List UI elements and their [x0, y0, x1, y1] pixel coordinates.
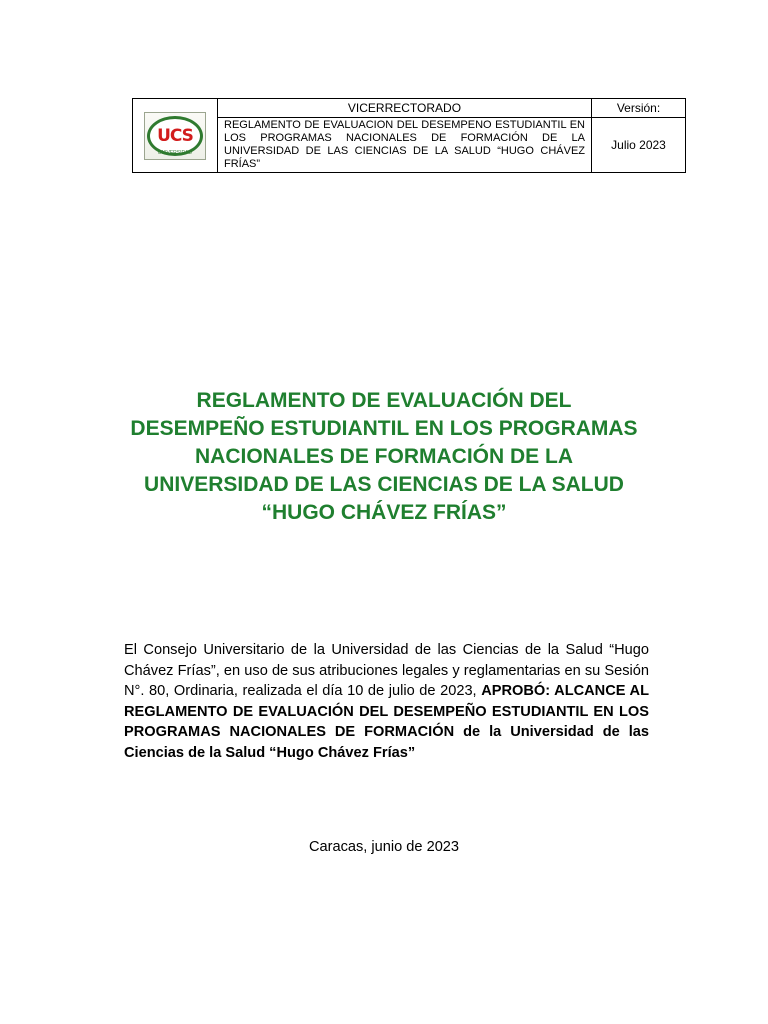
place-date: Caracas, junio de 2023: [308, 839, 460, 855]
main-title-line: REGLAMENTO DE EVALUACIÓN DEL: [196, 389, 572, 412]
main-title: [70, 387, 698, 527]
logo-subtitle: UNIVERSIDAD: [157, 149, 193, 156]
main-title-line: “HUGO CHÁVEZ FRÍAS”: [261, 501, 507, 524]
version-label-cell: Versión:: [592, 99, 686, 118]
main-title-line: UNIVERSIDAD DE LAS CIENCIAS DE LA SALUD: [144, 473, 624, 496]
main-title-line: DESEMPEÑO ESTUDIANTIL EN LOS PROGRAMAS: [130, 417, 638, 440]
department-cell: VICERRECTORADO: [218, 99, 592, 118]
logo-text: UCS: [157, 125, 193, 146]
document-header-table: [132, 98, 686, 173]
approval-paragraph: [124, 640, 649, 763]
approval-bold-text: APROBÓ: ALCANCE AL REGLAMENTO DE EVALUACIÓN DEL DESEMPEÑO ESTUDIANTIL EN LOS PROGRAMAS NACIONALES DE FORMACIÓN de la Universidad de las Ciencias de la Salud “Hugo Chávez Frías”: [124, 683, 649, 761]
logo-cell: [133, 99, 218, 173]
document-title-cell: REGLAMENTO DE EVALUACION DEL DESEMPENO ESTUDIANTIL EN LOS PROGRAMAS NACIONALES DE FORMACIÓN DE LA UNIVERSIDAD DE LAS CIENCIAS DE LA SALUD “HUGO CHÁVEZ FRÍAS”: [218, 118, 592, 173]
version-value-cell: Julio 2023: [592, 118, 686, 173]
approval-intro-text: El Consejo Universitario de la Universidad de las Ciencias de la Salud “Hugo Chávez Frías”, en uso de sus atribuciones legales y reglamentarias en su Sesión N°. 80, Ordinaria, realizada el día 10 de julio de 2023,: [124, 642, 649, 699]
main-title-line: NACIONALES DE FORMACIÓN DE LA: [195, 445, 573, 468]
ucs-logo: [144, 112, 206, 160]
